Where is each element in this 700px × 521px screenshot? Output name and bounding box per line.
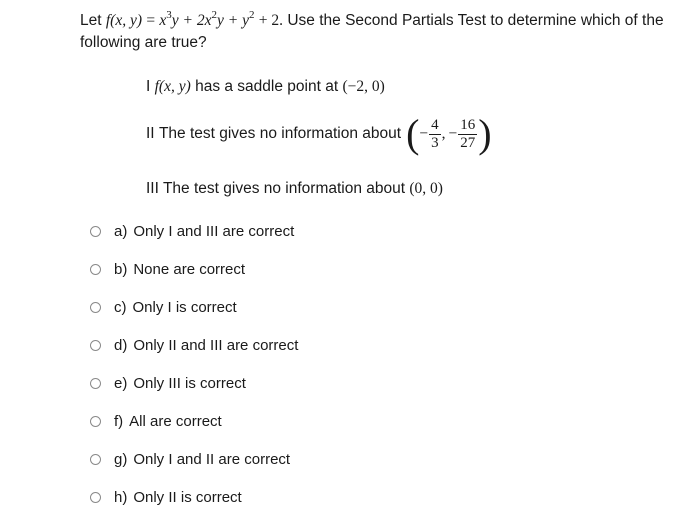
statement-1-point: (−2, 0): [342, 78, 385, 95]
option-label: Only II and III are correct: [133, 336, 299, 354]
statement-3-text: The test gives no information about: [162, 180, 406, 197]
question-instruction: Use the Second Partials Test to determine which of the following are true?: [80, 12, 664, 51]
question-prefix: Let: [80, 12, 102, 29]
option-label: Only III is correct: [133, 374, 246, 392]
expr-plus-2: + 2.: [258, 12, 284, 29]
expr-y-plus-y: y + y: [217, 12, 249, 29]
statement-1: [146, 78, 385, 96]
fraction-1-denominator: 3: [431, 134, 439, 151]
right-paren: ): [478, 111, 492, 156]
statement-2: [146, 111, 492, 156]
fraction-2-denominator: 27: [460, 134, 476, 151]
statement-2-numeral: II: [146, 125, 155, 142]
option-letter: f): [114, 412, 124, 430]
exponent-2a: 2: [211, 9, 217, 21]
option-letter: d): [114, 336, 128, 354]
left-paren: (: [406, 111, 420, 156]
radio-button-icon[interactable]: [90, 416, 101, 427]
option-label: All are correct: [129, 412, 222, 430]
statement-3-point: (0, 0): [409, 180, 443, 197]
statement-1-text: has a saddle point at: [195, 78, 339, 95]
option-label: Only I is correct: [132, 298, 237, 316]
option-label: Only I and III are correct: [133, 222, 295, 240]
option-letter: b): [114, 260, 128, 278]
option-letter: c): [114, 298, 127, 316]
expr-y-plus-2x: y + 2x: [171, 12, 212, 29]
fraction-1-numerator: 4: [431, 116, 439, 133]
minus-sign-1: −: [419, 125, 429, 142]
option-letter: g): [114, 450, 128, 468]
option-h[interactable]: [90, 486, 242, 508]
function-lhs: f(x, y): [105, 12, 143, 29]
radio-button-icon[interactable]: [90, 302, 101, 313]
question-text: [80, 10, 680, 54]
option-g[interactable]: [90, 448, 290, 470]
radio-button-icon[interactable]: [90, 264, 101, 275]
fraction-2: [458, 117, 477, 152]
option-label: Only I and II are correct: [133, 450, 291, 468]
option-label: Only II is correct: [133, 488, 242, 506]
option-b[interactable]: [90, 258, 245, 280]
radio-button-icon[interactable]: [90, 492, 101, 503]
exponent-3: 3: [166, 9, 172, 21]
radio-button-icon[interactable]: [90, 340, 101, 351]
option-a[interactable]: [90, 220, 294, 242]
option-c[interactable]: [90, 296, 237, 318]
option-d[interactable]: [90, 334, 298, 356]
exponent-2b: 2: [248, 9, 255, 21]
equals-sign: =: [146, 12, 156, 29]
expr-x: x: [159, 12, 167, 29]
fraction-2-numerator: 16: [460, 116, 476, 133]
radio-button-icon[interactable]: [90, 454, 101, 465]
option-letter: h): [114, 488, 128, 506]
option-label: None are correct: [133, 260, 246, 278]
minus-sign-2: −: [448, 125, 458, 142]
option-letter: a): [114, 222, 128, 240]
option-f[interactable]: [90, 410, 222, 432]
statement-3: [146, 180, 443, 198]
comma: ,: [441, 125, 446, 142]
radio-button-icon[interactable]: [90, 226, 101, 237]
option-e[interactable]: [90, 372, 246, 394]
option-letter: e): [114, 374, 128, 392]
statement-1-numeral: I: [146, 78, 151, 95]
fraction-1: [429, 117, 441, 152]
radio-button-icon[interactable]: [90, 378, 101, 389]
statement-2-text: The test gives no information about: [158, 125, 402, 142]
statement-3-numeral: III: [146, 180, 159, 197]
statement-1-func: f(x, y): [154, 78, 191, 95]
